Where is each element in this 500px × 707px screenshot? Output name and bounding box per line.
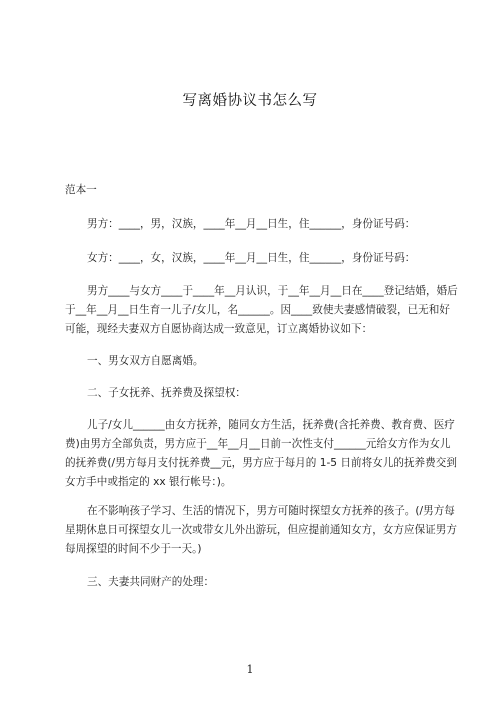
clause-2: 二、子女抚养、抚养费及探望权：: [87, 387, 246, 399]
male-info-line: 男方：____，男，汉族，____年__月__日生，住______，身份证号码：: [87, 218, 416, 230]
visit-line-3: 每周探望的时间不少于一天。): [65, 543, 202, 555]
visit-line-2: 星期休息日可探望女儿一次或带女儿外出游玩，但应提前通知女方，女方应保证男方: [65, 524, 457, 536]
section-label: 范本一: [65, 184, 97, 196]
custody-line-3: 的抚养费(/男方每月支付抚养费__元，男方应于每月的 1-5 日前将女儿的抚养费交到: [65, 457, 457, 469]
intro-line-2: 于__年__月__日生育一儿子/女儿，名______。因____致使夫妻感情破裂，已无和好: [65, 304, 450, 316]
custody-line-1: 儿子/女儿______由女方抚养，随同女方生活，抚养费(含托养费、教育费、医疗: [87, 419, 455, 431]
custody-line-2: 费)由男方全部负责，男方应于__年__月__日前一次性支付______元给女方作为女儿: [65, 438, 451, 450]
page-number: 1: [246, 663, 254, 676]
female-info-line: 女方：____，女，汉族，____年__月__日生，住______，身份证号码：: [87, 252, 416, 264]
custody-line-4: 女方手中或指定的 xx 银行帐号：)。: [65, 476, 232, 488]
document-title: 写离婚协议书怎么写: [182, 93, 318, 109]
clause-3: 三、夫妻共同财产的处理：: [87, 576, 215, 588]
intro-line-1: 男方____与女方____于____年__月认识，于__年__月__日在____登记结婚，婚后: [87, 285, 458, 297]
clause-1: 一、男女双方自愿离婚。: [87, 355, 204, 367]
visit-line-1: 在不影响孩子学习、生活的情况下，男方可随时探望女方抚养的孩子。(/男方每: [87, 505, 455, 517]
intro-line-3: 可能，现经夫妻双方自愿协商达成一致意见，订立离婚协议如下：: [65, 323, 373, 335]
